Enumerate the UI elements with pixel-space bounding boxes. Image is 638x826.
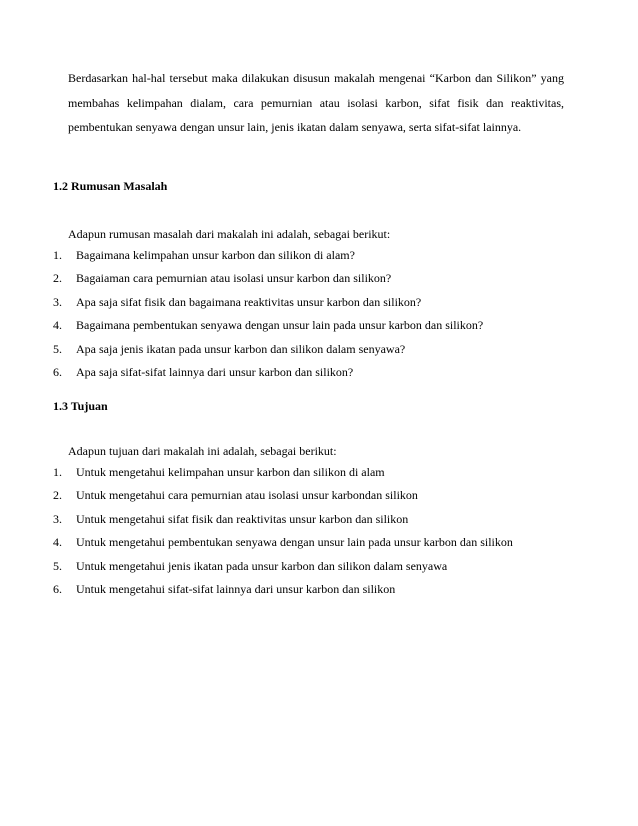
section-intro-rumusan-masalah: Adapun rumusan masalah dari makalah ini adalah, sebagai berikut: bbox=[68, 227, 391, 241]
list-number: 3. bbox=[53, 511, 62, 526]
list-item bbox=[53, 244, 483, 267]
list-number: 6. bbox=[53, 581, 62, 596]
list-number: 2. bbox=[53, 488, 62, 503]
section-intro-tujuan: Adapun tujuan dari makalah ini adalah, sebagai berikut: bbox=[68, 444, 337, 458]
list-number: 3. bbox=[53, 294, 62, 309]
list-number: 1. bbox=[53, 248, 62, 262]
list-number: 6. bbox=[53, 364, 62, 379]
list-text: Untuk mengetahui sifat-sifat lainnya dari unsur karbon dan silikon bbox=[76, 581, 396, 596]
list-text: Untuk mengetahui sifat fisik dan reaktivitas unsur karbon dan silikon bbox=[76, 511, 409, 526]
list-text: Apa saja jenis ikatan pada unsur karbon dan silikon dalam senyawa? bbox=[76, 341, 406, 356]
list-text: Bagaiaman cara pemurnian atau isolasi unsur karbon dan silikon? bbox=[76, 271, 392, 286]
list-item bbox=[53, 555, 513, 578]
list-item bbox=[53, 338, 483, 361]
list-number: 5. bbox=[53, 341, 62, 356]
list-number: 2. bbox=[53, 271, 62, 286]
tujuan-list bbox=[53, 461, 513, 601]
list-item bbox=[53, 314, 483, 337]
list-item bbox=[53, 291, 483, 314]
list-text: Bagaimana kelimpahan unsur karbon dan silikon di alam? bbox=[76, 248, 355, 262]
list-text: Apa saja sifat fisik dan bagaimana reaktivitas unsur karbon dan silikon? bbox=[76, 294, 422, 309]
rumusan-masalah-list bbox=[53, 244, 483, 384]
list-text: Untuk mengetahui kelimpahan unsur karbon dan silikon di alam bbox=[76, 465, 385, 479]
section-heading-rumusan-masalah: 1.2 Rumusan Masalah bbox=[53, 179, 168, 193]
list-text: Untuk mengetahui cara pemurnian atau isolasi unsur karbondan silikon bbox=[76, 488, 418, 503]
list-item bbox=[53, 361, 483, 384]
intro-paragraph: Berdasarkan hal-hal tersebut maka dilakukan disusun makalah mengenai “Karbon dan Silikon” yang membahas kelimpahan dialam, cara pemurnian atau isolasi karbon, sifat fisik dan reaktivitas, pembentukan senyawa dengan unsur lain, jenis ikatan dalam senyawa, serta sifat-sifat lainnya. bbox=[68, 71, 564, 134]
list-number: 1. bbox=[53, 465, 62, 479]
list-text: Apa saja sifat-sifat lainnya dari unsur karbon dan silikon? bbox=[76, 364, 354, 379]
list-text: Bagaimana pembentukan senyawa dengan unsur lain pada unsur karbon dan silikon? bbox=[76, 318, 484, 333]
list-item bbox=[53, 267, 483, 290]
list-text: Untuk mengetahui jenis ikatan pada unsur karbon dan silikon dalam senyawa bbox=[76, 558, 448, 573]
list-text: Untuk mengetahui pembentukan senyawa dengan unsur lain pada unsur karbon dan silikon bbox=[76, 535, 513, 550]
list-number: 5. bbox=[53, 558, 62, 573]
section-heading-tujuan: 1.3 Tujuan bbox=[53, 399, 108, 413]
list-number: 4. bbox=[53, 535, 62, 550]
list-item bbox=[53, 578, 513, 601]
list-number: 4. bbox=[53, 318, 62, 333]
list-item bbox=[53, 531, 513, 554]
list-item bbox=[53, 508, 513, 531]
list-item bbox=[53, 484, 513, 507]
list-item bbox=[53, 461, 513, 484]
